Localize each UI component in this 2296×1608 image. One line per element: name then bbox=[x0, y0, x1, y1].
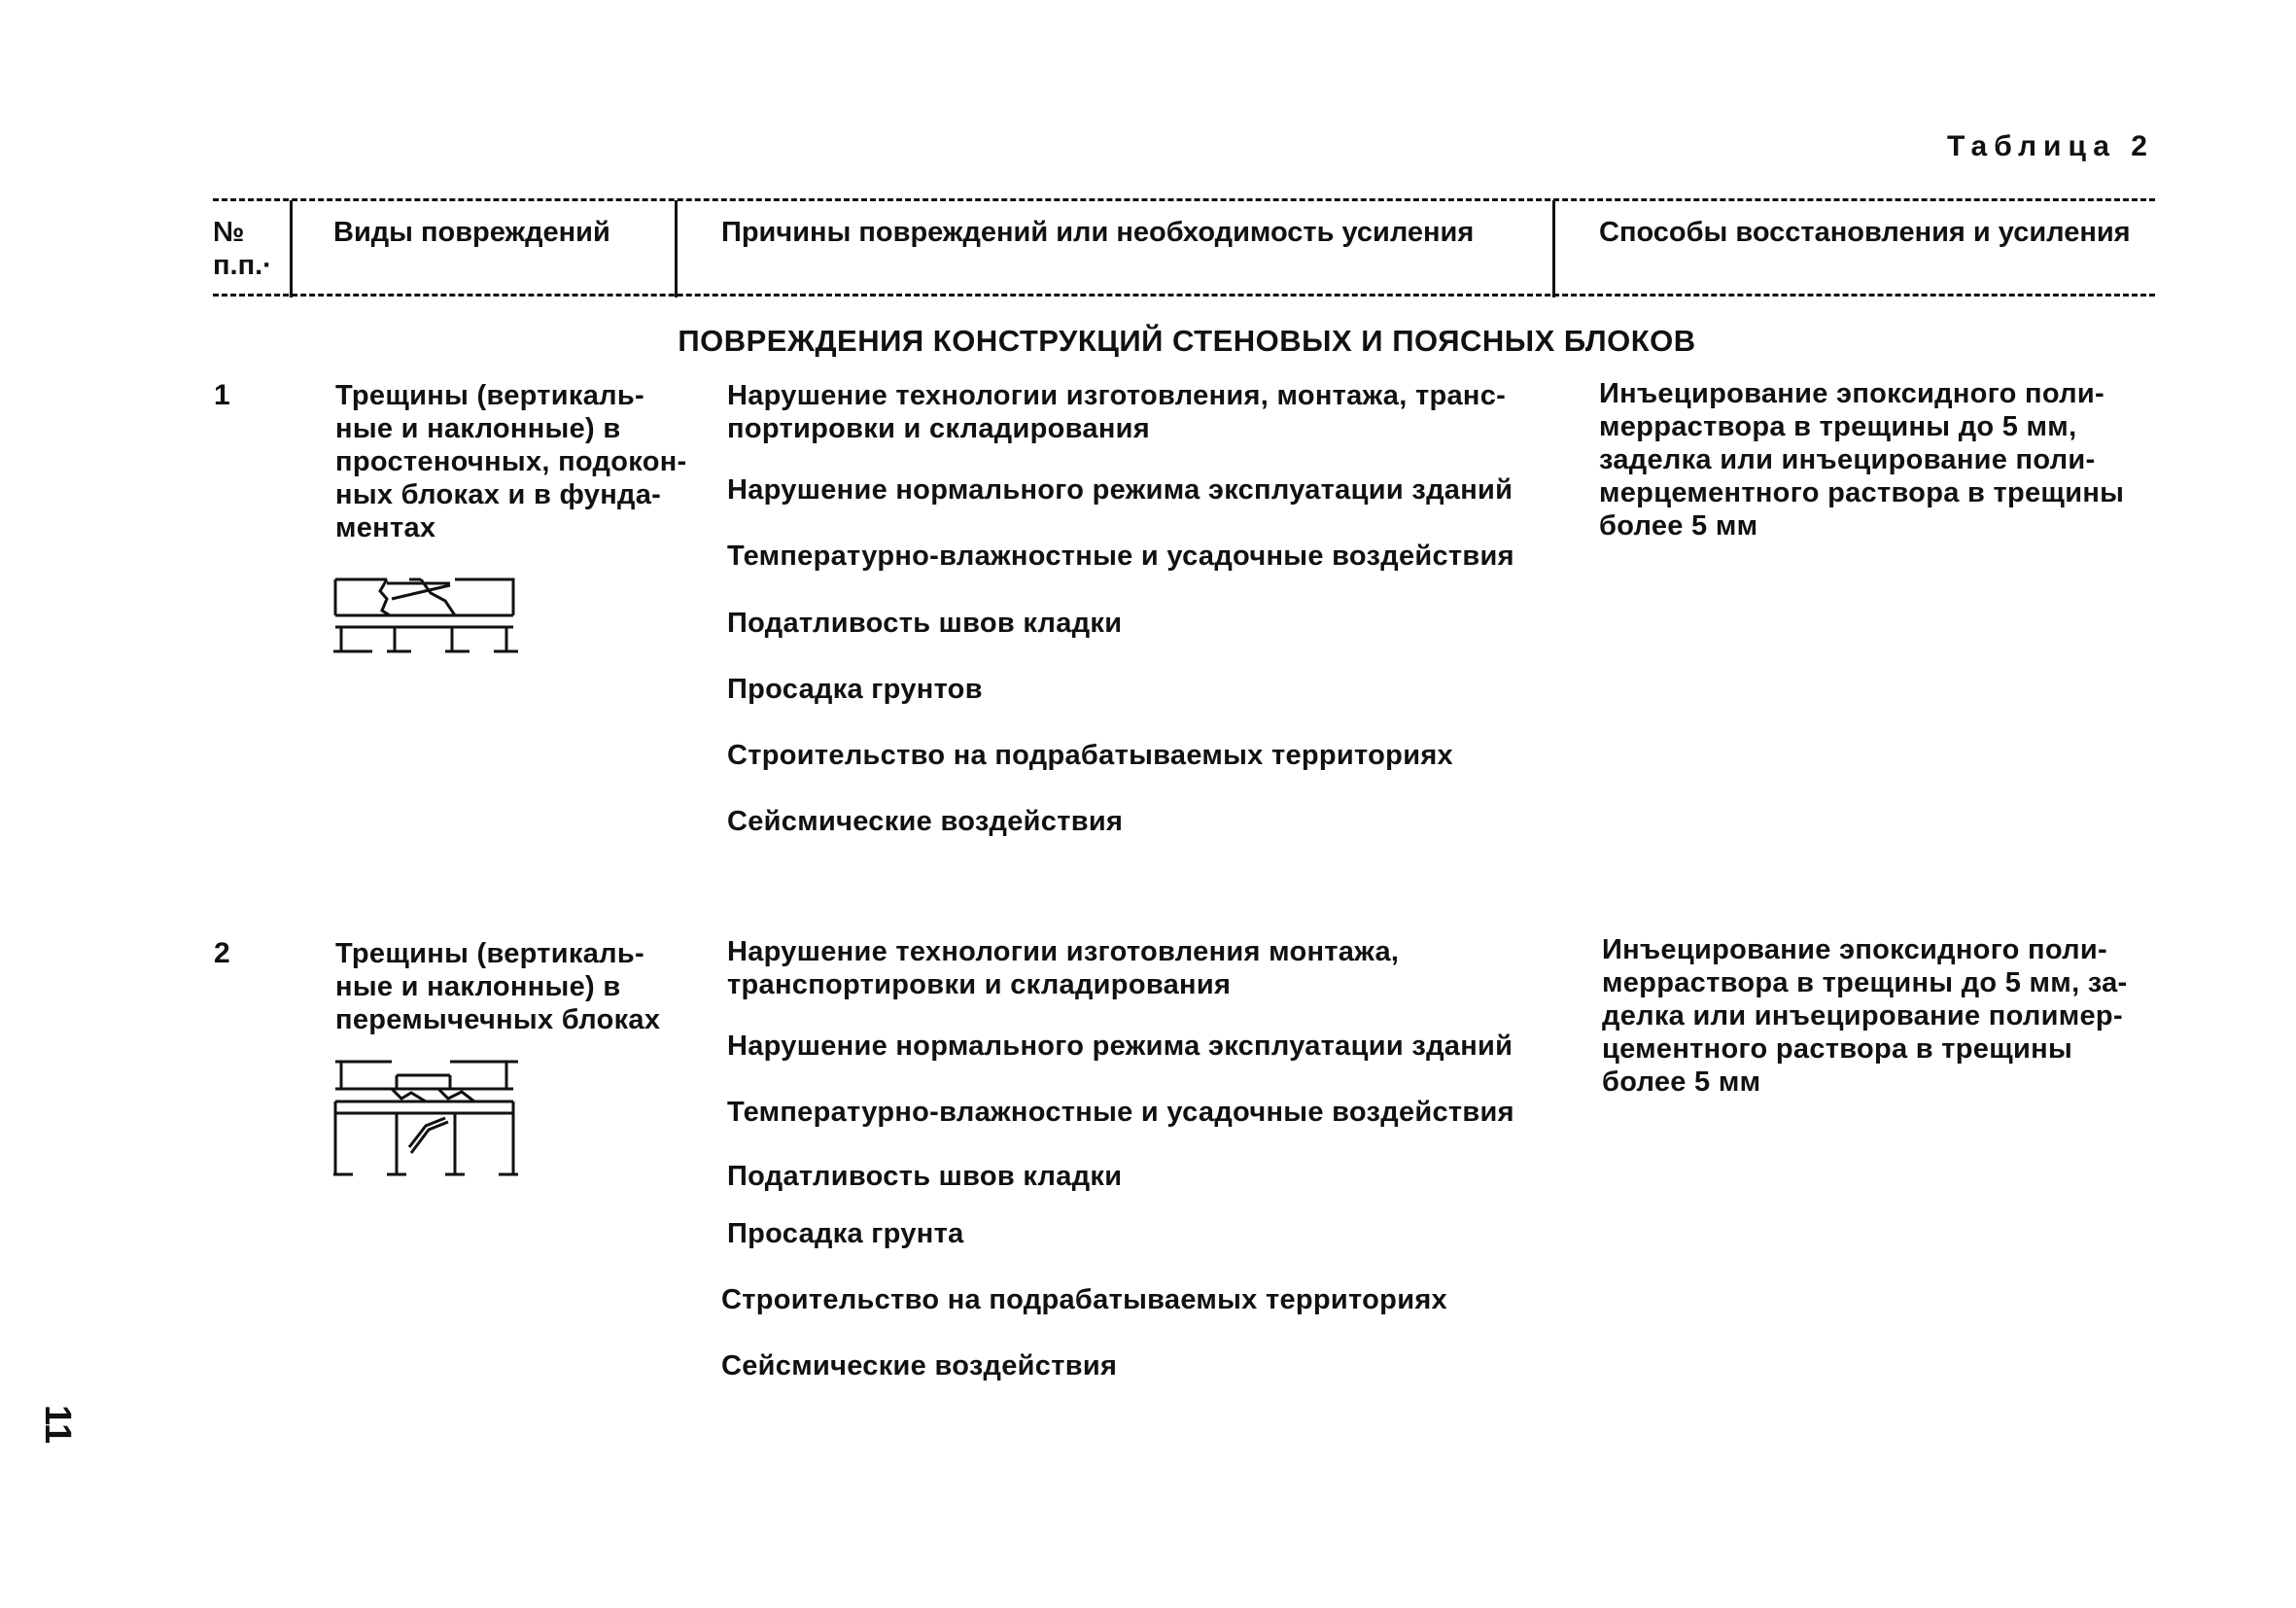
header-divider bbox=[1552, 200, 1555, 297]
row-1-cause-5: Просадка грунтов bbox=[727, 674, 983, 705]
header-col-cause: Причины повреждений или необходимость усиления bbox=[721, 217, 1475, 248]
row-2-cause-2: Нарушение нормального режима эксплуатации зданий bbox=[727, 1031, 1513, 1062]
row-1-cause-1: Нарушение технологии изготовления, монтажа, транс- портировки и складирования bbox=[727, 380, 1507, 444]
section-title: ПОВРЕЖДЕНИЯ КОНСТРУКЦИЙ СТЕНОВЫХ И ПОЯСНЫХ БЛОКОВ bbox=[678, 324, 1696, 358]
row-2-cause-1: Нарушение технологии изготовления монтажа, транспортировки и складирования bbox=[727, 936, 1400, 1000]
header-bottom-rule bbox=[213, 294, 2155, 297]
header-divider bbox=[675, 200, 678, 297]
row-2-damage: Трещины (вертикаль- ные и наклонные) в перемычечных блоках bbox=[335, 938, 661, 1035]
header-divider bbox=[290, 200, 293, 297]
row-1-cause-6: Строительство на подрабатываемых территориях bbox=[727, 740, 1453, 771]
row-1-cause-3: Температурно-влажностные и усадочные воздействия bbox=[727, 541, 1514, 572]
row-2-method: Инъецирование эпоксидного поли- мерраствора в трещины до 5 мм, за- делка или инъецирование полимер- цементного раствора в трещины более 5 мм bbox=[1602, 934, 2128, 1098]
row-1-cause-2: Нарушение нормального режима эксплуатации зданий bbox=[727, 474, 1513, 506]
row-2-cause-5: Просадка грунта bbox=[727, 1218, 964, 1249]
row-2-cause-6: Строительство на подрабатываемых территориях bbox=[721, 1284, 1447, 1315]
page-number: 11 bbox=[37, 1405, 78, 1445]
header-col-damage: Виды повреждений bbox=[333, 217, 610, 248]
row-1-damage: Трещины (вертикаль- ные и наклонные) в простеночных, подокон- ных блоках и в фунда- ментах bbox=[335, 380, 687, 543]
row-2-cause-7: Сейсмические воздействия bbox=[721, 1350, 1118, 1381]
row-2-number: 2 bbox=[214, 937, 230, 969]
table-label: Таблица 2 bbox=[1946, 130, 2154, 162]
row-1-method: Инъецирование эпоксидного поли- мерраствора в трещины до 5 мм, заделка или инъецирование поли- мерцементного раствора в трещины более 5 мм bbox=[1599, 378, 2125, 542]
row-2-cause-3: Температурно-влажностные и усадочные воздействия bbox=[727, 1097, 1514, 1128]
row-1-cause-4: Податливость швов кладки bbox=[727, 608, 1123, 639]
row-1-cause-7: Сейсмические воздействия bbox=[727, 806, 1124, 837]
header-col-method: Способы восстановления и усиления bbox=[1599, 217, 2131, 248]
row-1-number: 1 bbox=[214, 379, 230, 411]
header-col-number: № п.п.· bbox=[213, 217, 272, 281]
lintel-crack-sketch-icon bbox=[333, 1060, 518, 1176]
header-top-rule bbox=[213, 198, 2155, 201]
wall-crack-sketch-icon bbox=[333, 572, 518, 655]
row-2-cause-4: Податливость швов кладки bbox=[727, 1161, 1123, 1192]
